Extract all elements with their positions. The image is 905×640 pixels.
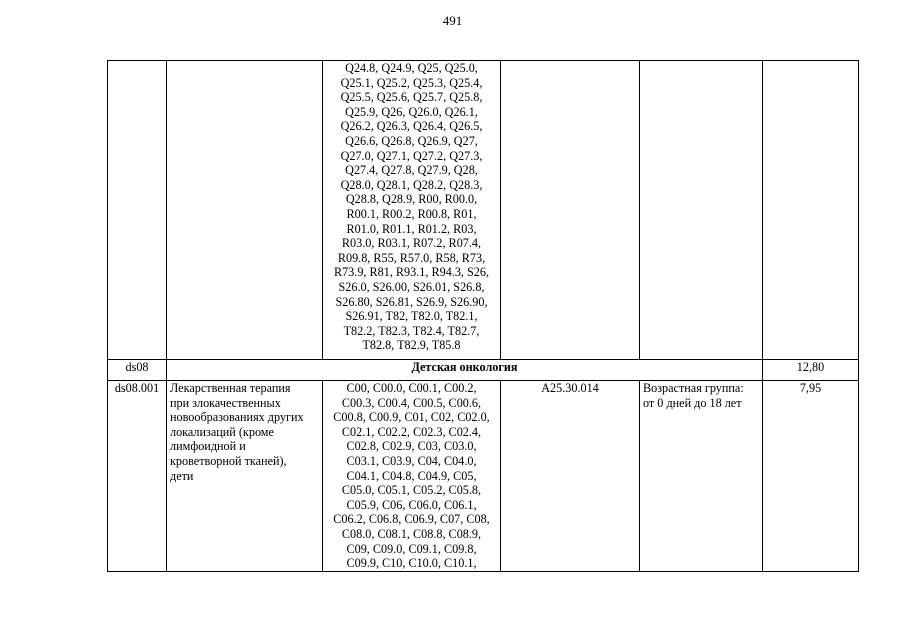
coefficient-cell (763, 61, 859, 360)
text-line: S26.91, T82, T82.0, T82.1, (345, 309, 478, 324)
text-line: S26.0, S26.00, S26.01, S26.8, (338, 279, 485, 294)
tariff-table (107, 60, 859, 572)
text-line: C02.8, C02.9, C03, C03.0, (346, 439, 477, 454)
text-line: R01.0, R01.1, R01.2, R03, (346, 221, 477, 236)
item-diagnosis-codes-cell (323, 381, 501, 572)
text-line: T82.8, T82.9, T85.8 (362, 338, 461, 353)
text-line: Q26.6, Q26.8, Q26.9, Q27, (345, 133, 478, 148)
text-line: Q28.0, Q28.1, Q28.2, Q28.3, (340, 177, 483, 192)
text-line: C06.2, C06.8, C06.9, C07, C08, (333, 512, 490, 527)
table-row-continuation (108, 61, 859, 360)
text-line: Q27.0, Q27.1, Q27.2, Q27.3, (340, 148, 483, 163)
section-code: ds08 (108, 360, 167, 381)
text-line: Q25.1, Q25.2, Q25.3, Q25.4, (340, 75, 483, 90)
text-line: C05.0, C05.1, C05.2, C05.8, (341, 483, 482, 498)
text-line: R09.8, R55, R57.0, R58, R73, (337, 250, 486, 265)
text-line: Q27.4, Q27.8, Q27.9, Q28, (345, 163, 478, 178)
item-name (170, 381, 319, 483)
text-line: C00.3, C00.4, C00.5, C00.6, (341, 395, 482, 410)
text-line: T82.2, T82.3, T82.4, T82.7, (343, 323, 480, 338)
item-coefficient: 7,95 (763, 381, 859, 572)
text-line: C09, C09.0, C09.1, C09.8, (346, 541, 477, 556)
text-line: C00, C00.0, C00.1, C00.2, (346, 381, 477, 395)
text-line: C02.1, C02.2, C02.3, C02.4, (341, 424, 482, 439)
text-line: Лекарственная терапия (170, 381, 291, 395)
text-line: C08.0, C08.1, C08.8, C08.9, (341, 526, 482, 541)
text-line: C00.8, C00.9, C01, C02, C02.0, (333, 410, 490, 425)
text-line: Q25.9, Q26, Q26.0, Q26.1, (345, 104, 478, 119)
text-line: новообразованиях других (170, 410, 304, 425)
item-name-cell (167, 381, 323, 572)
text-line: C05.9, C06, C06.0, C06.1, (346, 497, 477, 512)
page-number: 491 (442, 13, 463, 28)
service-code-cell (501, 61, 640, 360)
text-line: Q26.2, Q26.3, Q26.4, Q26.5, (340, 119, 483, 134)
section-title: Детская онкология (167, 360, 763, 381)
text-line: Возрастная группа: (643, 381, 744, 395)
diagnosis-codes-list (326, 61, 497, 353)
code-cell (108, 61, 167, 360)
item-criteria-cell (640, 381, 763, 572)
text-line: Q25.5, Q25.6, Q25.7, Q25.8, (340, 90, 483, 105)
text-line: Q24.8, Q24.9, Q25, Q25.0, (345, 61, 478, 75)
text-line: Q28.8, Q28.9, R00, R00.0, (345, 192, 478, 207)
table-row-section (108, 360, 859, 381)
item-diagnosis-codes-list (326, 381, 497, 571)
text-line: R73.9, R81, R93.1, R94.3, S26, (333, 265, 490, 280)
text-line: C04.1, C04.8, C04.9, C05, (346, 468, 477, 483)
criteria-cell (640, 61, 763, 360)
text-line: дети (170, 468, 194, 483)
item-code: ds08.001 (108, 381, 167, 572)
item-service-code: A25.30.014 (501, 381, 640, 572)
text-line: лимфоидной и (170, 439, 246, 454)
section-coefficient: 12,80 (763, 360, 859, 381)
text-line: от 0 дней до 18 лет (643, 395, 742, 410)
text-line: локализаций (кроме (170, 424, 274, 439)
text-line: C03.1, C03.9, C04, C04.0, (346, 453, 477, 468)
text-line: R00.1, R00.2, R00.8, R01, (346, 206, 477, 221)
text-line: S26.80, S26.81, S26.9, S26.90, (335, 294, 488, 309)
text-line: R03.0, R03.1, R07.2, R07.4, (341, 236, 482, 251)
text-line: при злокачественных (170, 395, 281, 410)
text-line: C09.9, C10, C10.0, C10.1, (346, 556, 477, 571)
text-line: кроветворной тканей), (170, 453, 287, 468)
table-row-item (108, 381, 859, 572)
item-criteria (643, 381, 759, 410)
name-cell (167, 61, 323, 360)
diagnosis-codes-cell (323, 61, 501, 360)
